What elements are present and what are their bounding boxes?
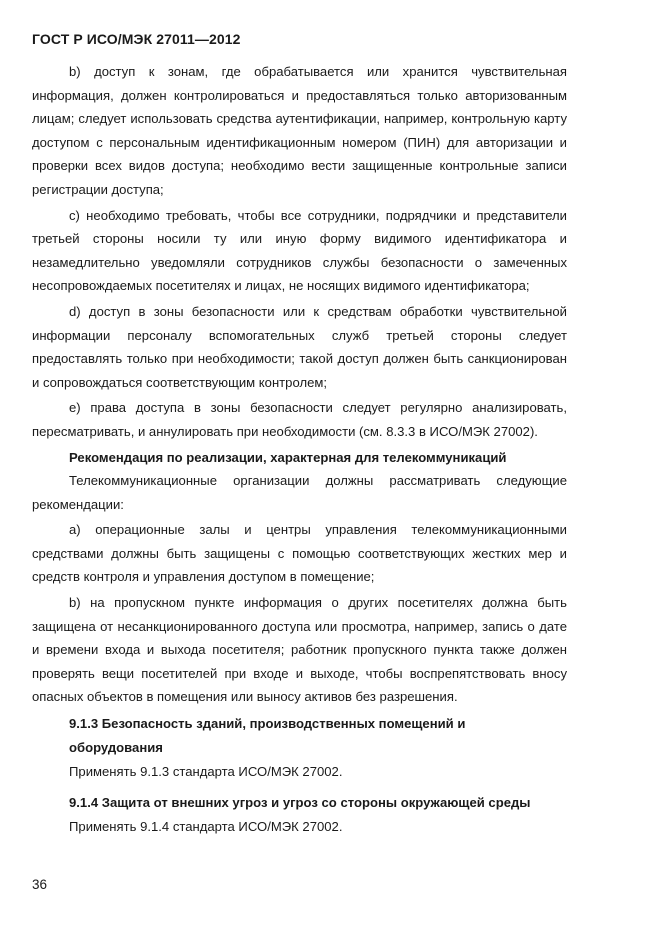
section-9-1-3-heading-line1: 9.1.3 Безопасность зданий, производственных помещений и [69,716,466,732]
section-9-1-3-body: Применять 9.1.3 стандарта ИСО/МЭК 27002. [69,764,343,780]
paragraph-d: d) доступ в зоны безопасности или к средствам обработки чувствительной информации персоналу вспомогательных служб третьей стороны следует предоставлять только при необходимости; такой доступ должен быть санкционирован и сопровождаться соответствующим контролем; [32,303,567,390]
document-header: ГОСТ Р ИСО/МЭК 27011—2012 [32,31,241,47]
recommendation-item-a: а) операционные залы и центры управления телекоммуникационными средствами должны быть защищены с помощью соответствующих жестких мер и средств контроля и управления доступом в помещение; [32,522,567,585]
recommendation-item-b: b) на пропускном пункте информация о других посетителях должна быть защищена от несанкционированного доступа или просмотра, например, запись о дате и времени входа и выхода посетителя; работник пропускного пункта также должен проверять вещи посетителей при входе и выходе, чтобы воспрепятствовать вносу опасных объектов в помещения или выносу активов без разрешения. [32,595,567,705]
section-9-1-4-body: Применять 9.1.4 стандарта ИСО/МЭК 27002. [69,819,343,835]
section-9-1-4-heading: 9.1.4 Защита от внешних угроз и угроз со стороны окружающей среды [69,794,531,810]
document-body [32,60,567,839]
paragraph-c: с) необходимо требовать, чтобы все сотрудники, подрядчики и представители третьей стороны носили ту или иную форму видимого идентификатора и незамедлительно уведомляли сотрудников службы безопасности о замеченных несопровождаемых посетителях и лицах, не носящих видимого идентификатора; [32,207,567,294]
recommendation-intro: Телекоммуникационные организации должны рассматривать следующие рекомендации: [32,473,567,512]
page-number: 36 [32,877,48,892]
section-9-1-3-heading [32,712,567,759]
section-9-1-3-heading-line2: оборудования [69,739,163,755]
paragraph-b: b) доступ к зонам, где обрабатывается или хранится чувствительная информация, должен контролироваться и предоставляться только авторизованным лицам; следует использовать средства аутентификации, например, контрольную карту доступом с персональным идентификационным номером (ПИН) для авторизации и проверки всех видов доступа; необходимо вести защищенные контрольные записи регистрации доступа; [32,64,567,197]
paragraph-e: е) права доступа в зоны безопасности следует регулярно анализировать, пересматривать, и аннулировать при необходимости (см. 8.3.3 в ИСО/МЭК 27002). [32,400,567,439]
recommendation-title: Рекомендация по реализации, характерная для телекоммуникаций [69,449,507,465]
